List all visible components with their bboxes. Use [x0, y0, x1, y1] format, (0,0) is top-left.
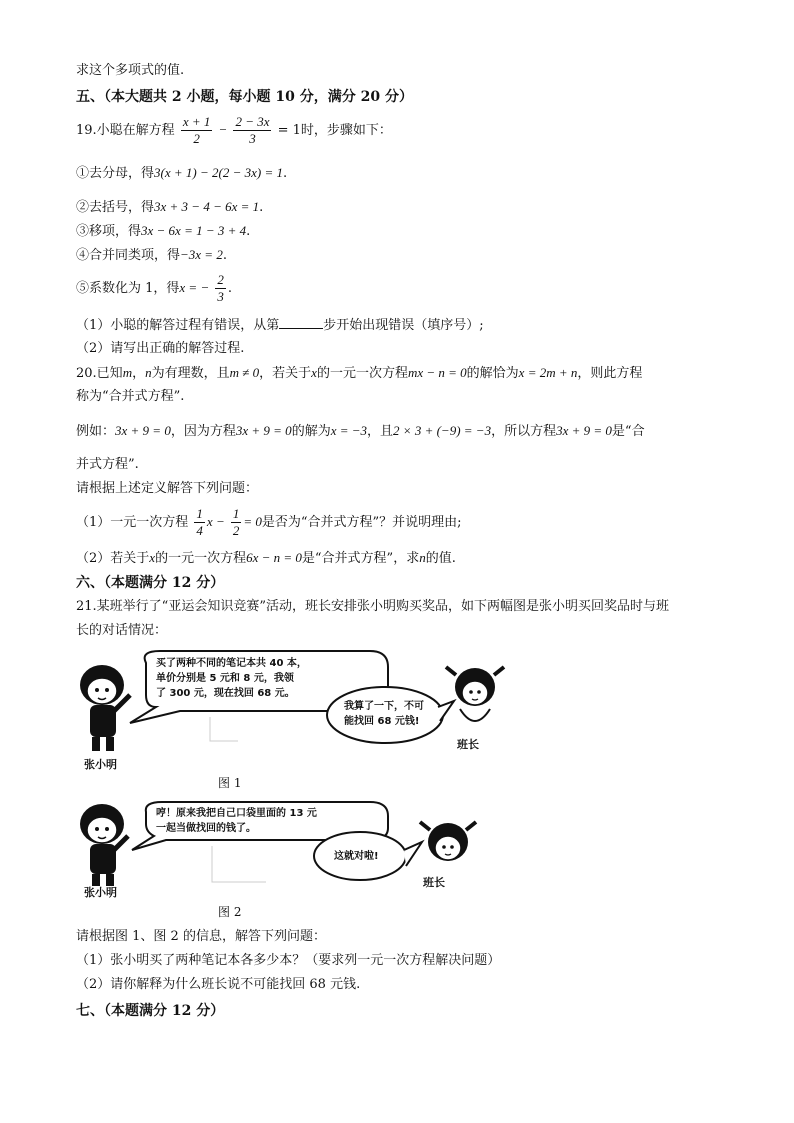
boy-figure: [80, 804, 128, 886]
instruction: 请根据图 1、图 2 的信息，解答下列问题：: [76, 929, 326, 944]
question-19-part-1: （1）小聪的解答过程有错误，从第 步开始出现错误（填序号）;: [76, 318, 484, 333]
question-20: 20.已知m，n为有理数，且m ≠ 0，若关于x的一元一次方程mx − n = 0的解恰为x = 2m + n，则此方程: [76, 365, 643, 381]
character-name: 张小明: [84, 886, 117, 899]
speech-bubble-text: 一起当做找回的钱了。: [156, 823, 256, 834]
question-19: 19.小聪在解方程 $\frac{x + 1}{2}$ − $\frac{2 - 3x}{3}$ = 1时，步骤如下：: [76, 114, 392, 146]
step-2: ②去括号，得3x + 3 − 4 − 6x = 1.: [76, 199, 264, 215]
fraction: $\frac{1}{4}$: [196, 506, 203, 538]
question-20-part-2: （2）若关于x的一元一次方程6x − n = 0是“合并式方程”，求n的值.: [76, 550, 456, 566]
speech-bubble-text: 了 300 元，现在找回 68 元。: [156, 688, 295, 699]
instruction: 请根据上述定义解答下列问题：: [76, 481, 259, 496]
text-line: 称为“合并式方程”.: [76, 389, 185, 404]
character-name: 张小明: [84, 758, 117, 771]
speech-bubble-text: 能找回 68 元钱!: [344, 716, 420, 727]
fraction: $\frac{2}{3}$: [217, 272, 224, 304]
figure-caption: 图 1: [218, 776, 242, 790]
question-21: 21.某班举行了“亚运会知识竞赛”活动，班长安排张小明购买奖品，如下两幅图是张小明买回奖品时与班: [76, 599, 669, 614]
answer-blank[interactable]: [279, 316, 323, 329]
girl-figure: [420, 822, 476, 861]
step-1: ①去分母，得3(x + 1) − 2(2 − 3x) = 1.: [76, 165, 288, 181]
section-heading-5: 五、（本大题共 2 小题，每小题 10 分，满分 20 分）: [76, 89, 413, 105]
speech-bubble-text: 这就对啦!: [334, 851, 379, 862]
section-heading-6: 六、（本题满分 12 分）: [76, 575, 225, 591]
speech-bubble-text: 我算了一下，不可: [344, 701, 424, 712]
question-20-part-1: （1）一元一次方程 $\frac{1}{4}$ x − $\frac{1}{2}$ = 0是否为“合并式方程”？并说明理由;: [76, 506, 462, 538]
boy-figure: [80, 665, 130, 751]
fraction: $\frac{x + 1}{2}$: [182, 114, 211, 146]
step-4: ④合并同类项，得−3x = 2.: [76, 247, 227, 263]
character-name: 班长: [457, 738, 479, 751]
fraction: $\frac{2 - 3x}{3}$: [235, 114, 270, 146]
girl-figure: [446, 667, 504, 721]
text-line: 求这个多项式的值.: [76, 63, 185, 78]
question-21-part-1: （1）张小明买了两种笔记本各多少本？（要求列一元一次方程解决问题）: [76, 953, 501, 968]
speech-bubble-text: 买了两种不同的笔记本共 40 本，: [156, 658, 307, 669]
section-heading-7: 七、（本题满分 12 分）: [76, 1003, 225, 1019]
example-line: 例如：3x + 9 = 0，因为方程3x + 9 = 0的解为x = −3，且2 × 3 + (−9) = −3，所以方程3x + 9 = 0是“合: [76, 423, 645, 439]
speech-bubble-text: 单价分别是 5 元和 8 元，我领: [156, 673, 294, 684]
figure-caption: 图 2: [218, 905, 242, 919]
fraction: $\frac{1}{2}$: [232, 506, 240, 538]
text-line: 长的对话情况：: [76, 623, 168, 638]
character-name: 班长: [423, 876, 445, 889]
step-3: ③移项，得3x − 6x = 1 − 3 + 4.: [76, 223, 251, 239]
speech-bubble-text: 哼！原来我把自己口袋里面的 13 元: [156, 808, 317, 819]
text-line: 并式方程”.: [76, 457, 139, 472]
question-19-part-2: （2）请写出正确的解答过程.: [76, 341, 245, 356]
question-21-part-2: （2）请你解释为什么班长说不可能找回 68 元钱.: [76, 977, 361, 992]
step-5: ⑤系数化为 1，得x = − $\frac{2}{3}$ .: [76, 272, 233, 304]
